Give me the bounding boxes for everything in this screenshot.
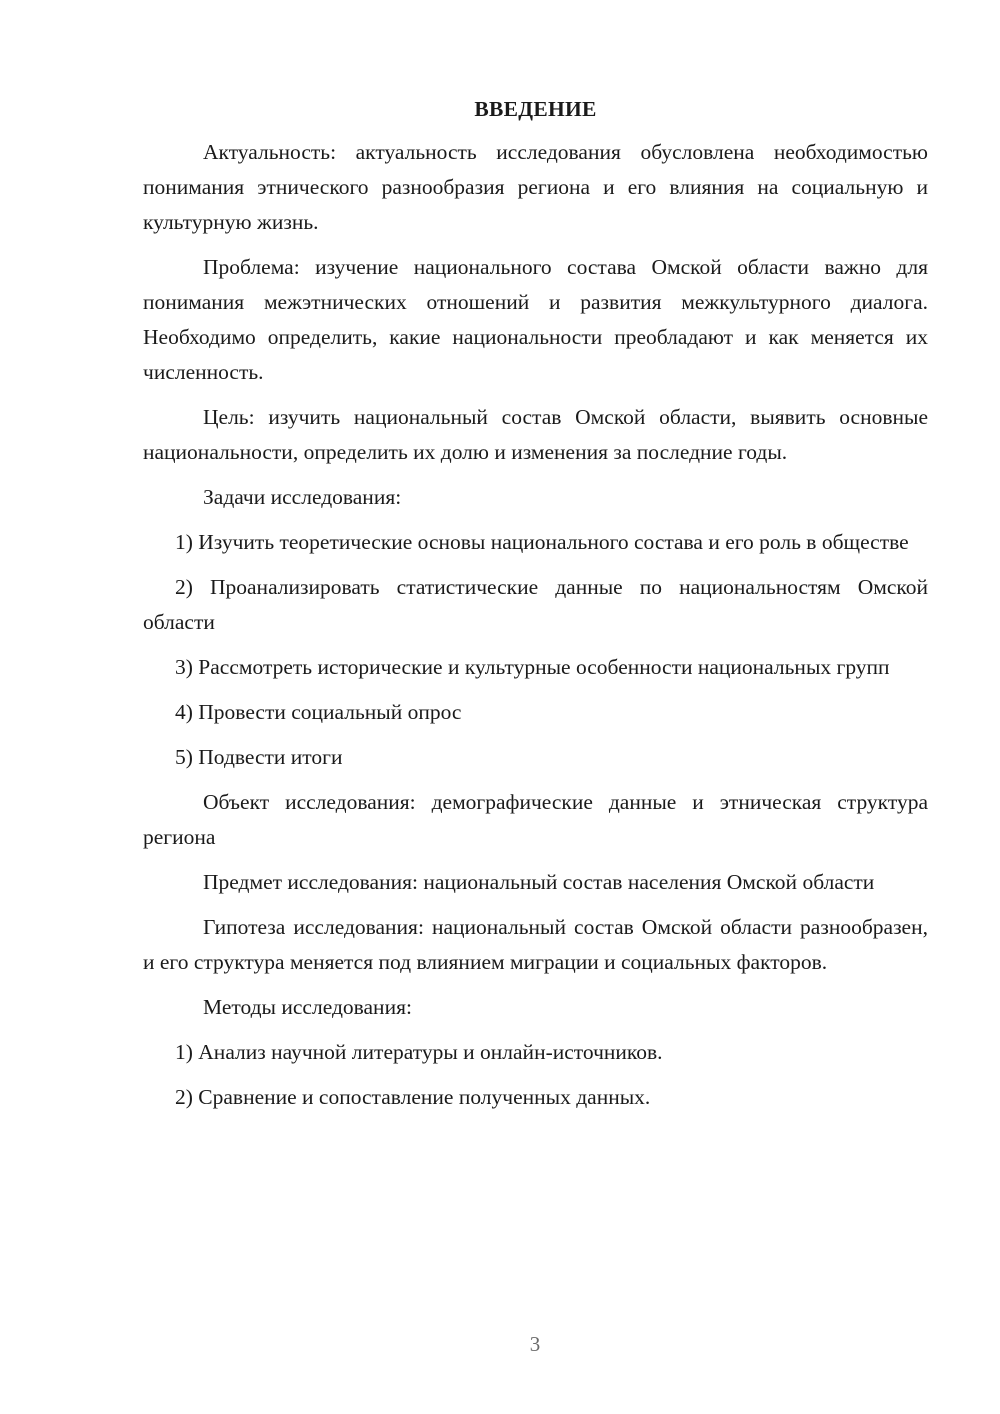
page-number: 3 <box>529 1332 541 1356</box>
subject-paragraph: Предмет исследования: национальный состав населения Омской области <box>203 870 875 894</box>
goal-paragraph: Цель: изучить национальный состав Омской области, выявить основные национальности, определить их долю и изменения за последние годы. <box>143 405 928 464</box>
problem-paragraph: Проблема: изучение национального состава Омской области важно для понимания межэтнических отношений и развития межкультурного диалога. Необходимо определить, какие национальности преобладают и как меняется их численность. <box>143 255 928 384</box>
task-item: 5) Подвести итоги <box>175 745 343 769</box>
object-paragraph: Объект исследования: демографические данные и этническая структура региона <box>143 790 928 849</box>
task-item: 4) Провести социальный опрос <box>175 700 462 724</box>
task-item: 1) Изучить теоретические основы национального состава и его роль в обществе <box>175 530 909 554</box>
method-item: 1) Анализ научной литературы и онлайн-источников. <box>175 1040 663 1064</box>
methods-heading: Методы исследования: <box>203 995 412 1019</box>
hypothesis-paragraph: Гипотеза исследования: национальный состав Омской области разнообразен, и его структура меняется под влиянием миграции и социальных факторов. <box>143 915 928 974</box>
section-title: ВВЕДЕНИЕ <box>474 97 597 121</box>
method-item: 2) Сравнение и сопоставление полученных данных. <box>175 1085 651 1109</box>
tasks-heading: Задачи исследования: <box>203 485 402 509</box>
relevance-paragraph: Актуальность: актуальность исследования обусловлена необходимостью понимания этнического разнообразия региона и его влияния на социальную и культурную жизнь. <box>143 140 928 234</box>
task-item: 3) Рассмотреть исторические и культурные особенности национальных групп <box>175 655 890 679</box>
task-item: 2) Проанализировать статистические данные по национальностям Омской области <box>143 575 928 634</box>
document-page <box>143 92 928 1125</box>
